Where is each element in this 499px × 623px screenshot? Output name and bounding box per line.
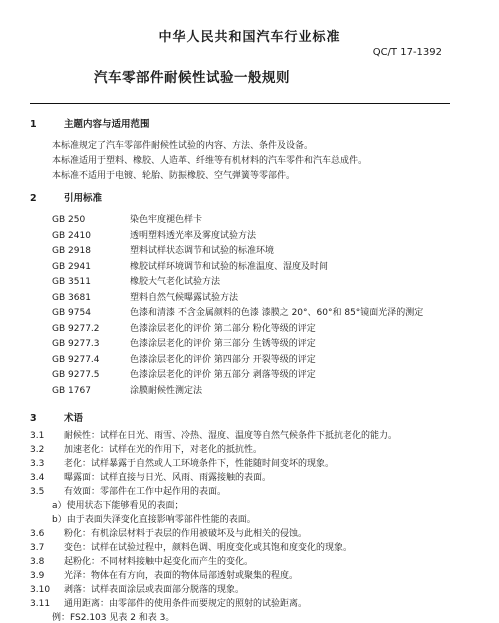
reference-title: 橡胶大气老化试验方法 <box>130 277 221 287</box>
reference-row <box>52 305 423 318</box>
standard-number: QC/T 17-1392 <box>372 47 442 58</box>
reference-code: GB 3511 <box>52 277 91 287</box>
term-row <box>30 568 298 581</box>
clause-number: 3.6 <box>30 529 45 539</box>
term-text: 粉化：有机涂层材料于表层的作用被破坏及与此相关的侵蚀。 <box>64 529 308 539</box>
reference-row <box>52 383 202 396</box>
reference-row <box>52 212 202 225</box>
reference-code: GB 250 <box>52 215 86 225</box>
term-text: 光泽：物体在有方向，表面的物体局部透射或聚集的程度。 <box>64 571 299 581</box>
clause-number: 3.4 <box>30 473 45 483</box>
term-text: 剥落：试样表面涂层或表面部分脱落的现象。 <box>64 585 245 595</box>
reference-title: 塑料试样状态调节和试验的标准环境 <box>130 246 275 256</box>
reference-code: GB 2918 <box>52 246 91 256</box>
term-row <box>30 554 253 567</box>
clause-number: 3.7 <box>30 543 45 553</box>
term-text: 例：FS2.103 见表 2 和表 3。 <box>52 613 175 623</box>
reference-code: GB 9277.4 <box>52 354 100 365</box>
term-row <box>30 484 226 497</box>
term-text: 起粉化：不同材料接触中起变化而产生的变化。 <box>64 557 254 567</box>
term-text: b）由于表面失泽变化直接影响零部件性能的表面。 <box>52 515 256 525</box>
term-row <box>30 428 397 441</box>
reference-row <box>52 336 316 349</box>
section-title: 引用标准 <box>64 193 103 204</box>
reference-row <box>52 243 274 256</box>
reference-code: GB 1767 <box>52 385 91 396</box>
section-2-heading <box>30 190 102 204</box>
term-row <box>52 498 184 511</box>
term-text: 曝露面：试样直接与日光、风雨、雨露接触的表面。 <box>64 473 272 483</box>
reference-title: 色漆涂层老化的评价 第三部分 生锈等级的评定 <box>130 339 316 349</box>
term-text: 加速老化：试样在光的作用下，对老化的抵抗性。 <box>64 445 263 455</box>
paragraph: 本标准适用于塑料、橡胶、人造革、纤维等有机材料的汽车零件和汽车总成件。 <box>52 156 368 166</box>
paragraph: 本标准规定了汽车零部件耐候性试验的内容、方法、条件及设备。 <box>52 141 314 151</box>
reference-title: 色漆涂层老化的评价 第四部分 开裂等级的评定 <box>130 354 316 365</box>
term-row <box>30 526 307 539</box>
term-row <box>30 582 244 595</box>
reference-code: GB 9277.3 <box>52 339 100 349</box>
term-row <box>30 540 352 553</box>
reference-row <box>52 259 328 272</box>
term-text: 老化：试样暴露于自然或人工环境条件下，性能随时间变坏的现象。 <box>64 459 335 469</box>
reference-code: GB 9277.2 <box>52 323 100 334</box>
clause-number: 3.5 <box>30 487 45 497</box>
term-text: a）使用状态下能够看见的表面； <box>52 501 184 511</box>
section-number: 1 <box>30 119 37 130</box>
reference-row <box>52 228 256 241</box>
reference-title: 透明塑料透光率及雾度试验方法 <box>130 230 257 241</box>
reference-row <box>52 321 316 334</box>
reference-title: 染色牢度褪色样卡 <box>130 215 203 225</box>
term-row <box>30 456 334 469</box>
clause-number: 3.8 <box>30 557 45 567</box>
term-text: 通用距离：由零部件的使用条件而要规定的照射的试验距离。 <box>64 599 308 609</box>
standard-category-title: 中华人民共和国汽车行业标准 <box>158 30 341 45</box>
clause-number: 3.3 <box>30 459 45 469</box>
term-text: 变色：试样在试验过程中，颜料色调、明度变化或其饱和度变化的现象。 <box>64 543 353 553</box>
reference-code: GB 9277.5 <box>52 370 100 380</box>
reference-title: 橡胶试样环境调节和试验的标准温度、湿度及时间 <box>130 261 329 272</box>
term-row <box>52 610 174 623</box>
clause-number: 3.10 <box>30 585 51 595</box>
term-row <box>30 596 307 609</box>
clause-number: 3.1 <box>30 431 45 441</box>
paragraph: 本标准不适用于电镀、轮胎、防振橡胶、空气弹簧等零部件。 <box>52 171 296 181</box>
section-title: 术语 <box>64 413 84 424</box>
clause-number: 3.9 <box>30 571 45 581</box>
reference-code: GB 3681 <box>52 292 91 303</box>
reference-title: 色漆涂层老化的评价 第五部分 剥落等级的评定 <box>130 370 316 380</box>
term-row <box>52 512 256 525</box>
section-1-heading <box>30 116 150 130</box>
reference-row <box>52 290 238 303</box>
document-title: 汽车零部件耐候性试验一般规则 <box>94 70 290 86</box>
reference-row <box>52 352 316 365</box>
reference-title: 色漆和清漆 不含金属颜料的色漆 漆膜之 20°、60°和 85°镜面光泽的测定 <box>130 308 424 318</box>
term-text: 有效面：零部件在工作中起作用的表面。 <box>64 487 227 497</box>
reference-title: 色漆涂层老化的评价 第二部分 粉化等级的评定 <box>130 323 316 334</box>
reference-code: GB 9754 <box>52 308 91 318</box>
term-text: 耐候性：试样在日光、雨雪、冷热、湿度、温度等自然气候条件下抵抗老化的能力。 <box>64 431 398 441</box>
reference-title: 涂膜耐候性测定法 <box>130 385 203 396</box>
reference-row <box>52 367 316 380</box>
term-row <box>30 470 271 483</box>
reference-code: GB 2941 <box>52 261 91 272</box>
reference-code: GB 2410 <box>52 230 91 241</box>
clause-number: 3.2 <box>30 445 45 455</box>
reference-row <box>52 274 220 287</box>
section-3-heading <box>30 410 83 424</box>
term-row <box>30 442 262 455</box>
clause-number: 3.11 <box>30 599 51 609</box>
section-number: 3 <box>30 413 37 424</box>
section-number: 2 <box>30 193 37 204</box>
header-divider <box>30 103 450 104</box>
section-title: 主题内容与适用范围 <box>64 119 150 130</box>
reference-title: 塑料自然气候曝露试验方法 <box>130 292 239 303</box>
